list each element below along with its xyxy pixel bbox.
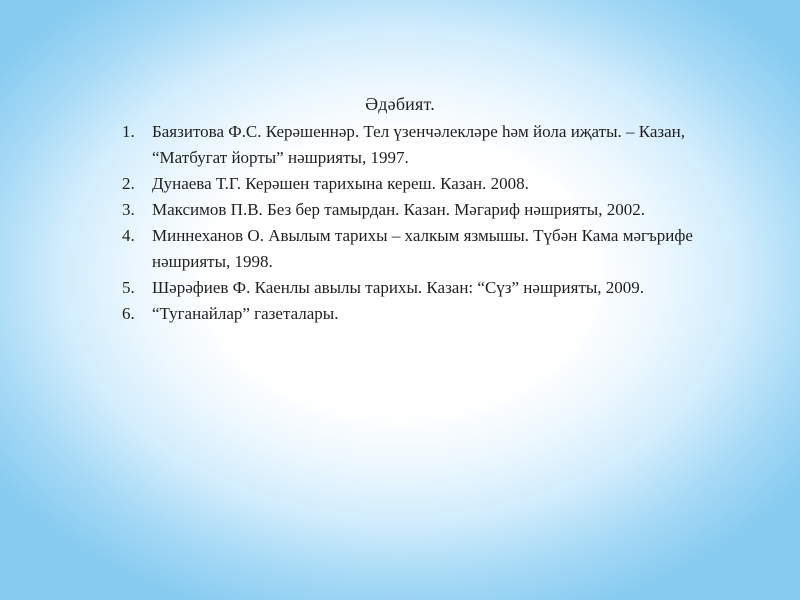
item-number: 6. (122, 304, 135, 323)
item-text: Максимов П.В. Без бер тамырдан. Казан. Мәгариф нәшрияты, 2002. (152, 200, 645, 219)
list-item (122, 119, 722, 171)
item-number: 1. (122, 122, 135, 141)
item-number: 5. (122, 278, 135, 297)
item-number: 4. (122, 226, 135, 245)
list-item (122, 171, 722, 197)
bibliography-list (122, 119, 722, 327)
list-item (122, 301, 722, 327)
item-text: Миннеханов О. Авылым тарихы – халкым язмышы. Түбән Кама мәгърифе нәшрияты, 1998. (152, 226, 693, 271)
list-item (122, 275, 722, 301)
item-text: Шәрәфиев Ф. Каенлы авылы тарихы. Казан: “Сүз” нәшрияты, 2009. (152, 278, 645, 297)
item-number: 3. (122, 200, 135, 219)
list-item (122, 197, 722, 223)
item-number: 2. (122, 174, 135, 193)
list-item (122, 223, 722, 275)
item-text: Дунаева Т.Г. Керәшен тарихына кереш. Казан. 2008. (152, 174, 529, 193)
item-text: Баязитова Ф.С. Керәшеннәр. Тел үзенчәлекләре һәм йола иҗаты. – Казан, “Матбугат йорты” нәшрияты, 1997. (152, 122, 686, 167)
slide-heading: Әдәбият. (365, 94, 435, 114)
item-text: “Туганайлар” газеталары. (152, 304, 339, 323)
